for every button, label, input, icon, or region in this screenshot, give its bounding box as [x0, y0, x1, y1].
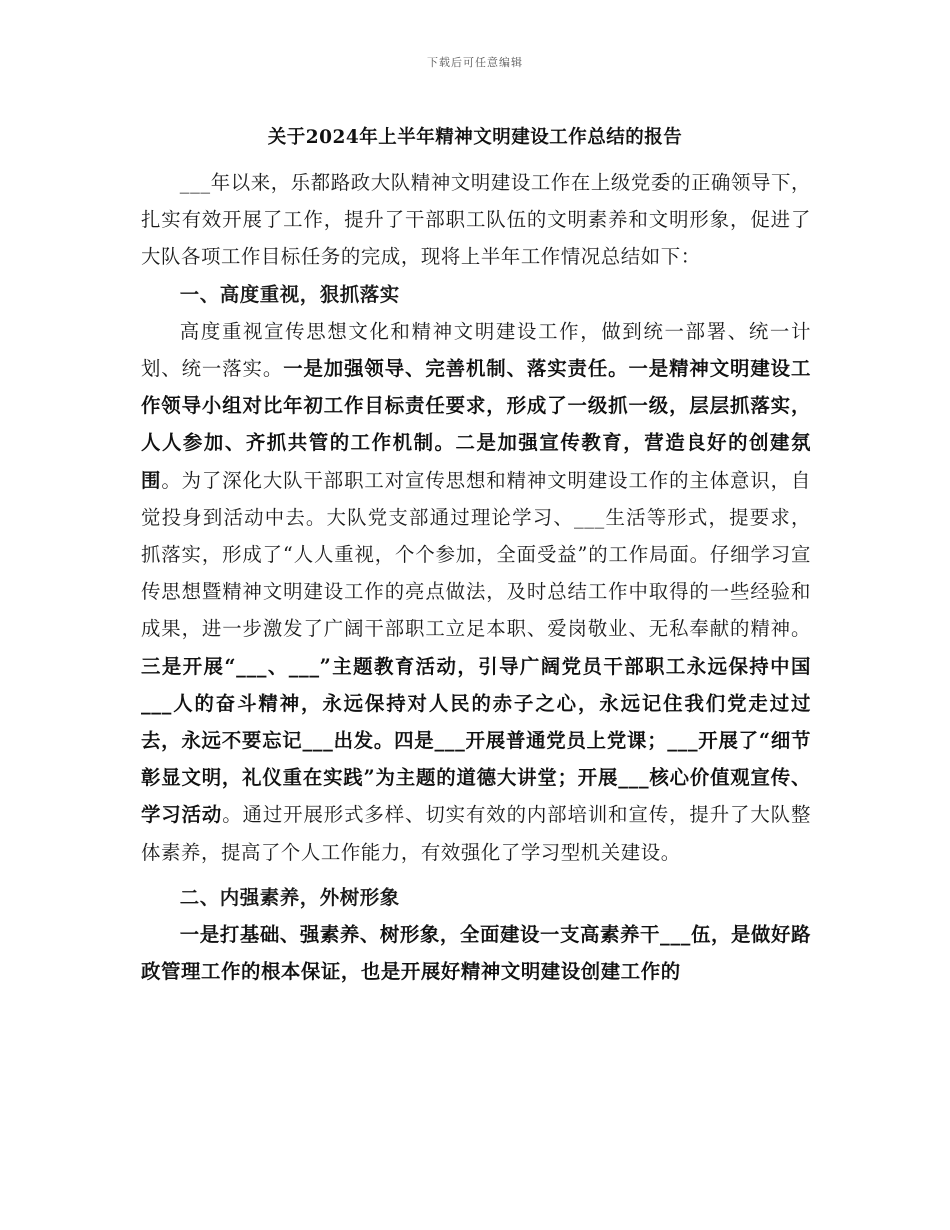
section2-paragraph [141, 916, 811, 990]
document-body [141, 164, 811, 990]
section1-paragraph [141, 313, 811, 871]
section-heading-1: 一、高度重视，狠抓落实 [179, 282, 400, 306]
section-heading-2: 二、内强素养，外树形象 [179, 885, 400, 909]
section1-mid-text: 。为了深化大队干部职工对宣传思想和精神文明建设工作的主体意识，自觉投身到活动中去。大队党支部通过理论学习、___生活等形式，提要求，抓落实，形成了“人人重视，个个参加，全面受益”的工作局面。仔细学习宣传思想暨精神文明建设工作的亮点做法，及时总结工作中取得的一些经验和成果，进一步激发了广阔干部职工立足本职、爱岗敬业、无私奉献的精神。 [141, 468, 811, 641]
header-watermark: 下载后可任意编辑 [427, 56, 523, 69]
section1-bold-text-1: 一是加强领导、完善机制、落实责任。一是精神文明建设工作领导小组对比年初工作目标责任要求，形成了一级抓一级，层层抓落实，人人参加、齐抓共管的工作机制。二是加强宣传教育，营造良好的创建氛围 [141, 357, 811, 492]
intro-paragraph: ___年以来，乐都路政大队精神文明建设工作在上级党委的正确领导下，扎实有效开展了工作，提升了干部职工队伍的文明素养和文明形象，促进了大队各项工作目标任务的完成，现将上半年工作情况总结如下： [141, 171, 811, 269]
page-title: 关于2024年上半年精神文明建设工作总结的报告 [267, 127, 683, 148]
section1-bold-text-2: 三是开展“___、___”主题教育活动，引导广阔党员干部职工永远保持中国___人的奋斗精神，永远保持对人民的赤子之心，永远记住我们党走过过去，永远不要忘记___出发。四是___开展普通党员上党课；___开展了“细节彰显文明，礼仪重在实践”为主题的道德大讲堂；开展___核心价值观宣传、学习活动 [141, 654, 811, 827]
section1-lead-text: 高度重视宣传思想文化和精神文明建设工作，做到统一部署、统一计划、统一落实。 [141, 319, 811, 381]
section2-bold-text: 一是打基础、强素养、树形象，全面建设一支高素养干___伍，是做好路政管理工作的根本保证，也是开展好精神文明建设创建工作的 [141, 923, 811, 984]
section1-tail-text: 。通过开展形式多样、切实有效的内部培训和宣传，提升了大队整体素养，提高了个人工作能力，有效强化了学习型机关建设。 [141, 803, 811, 864]
